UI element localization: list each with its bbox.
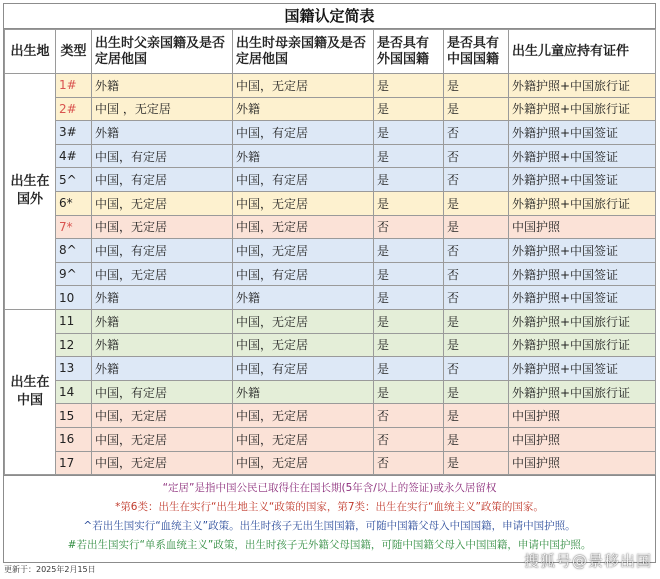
cell-foreign: 是 [374,97,444,121]
cell-mother: 中国，有定居 [233,168,374,192]
cell-type: 14 [56,380,92,404]
table-row [5,451,656,475]
cell-document: 外籍护照+中国签证 [509,121,656,145]
cell-father: 中国，无定居 [92,191,233,215]
cell-foreign: 否 [374,215,444,239]
cell-chinese: 是 [444,191,509,215]
header-chinese: 是否具有中国国籍 [444,30,509,74]
table-row [5,286,656,310]
group-china: 出生在中国 [5,309,56,474]
cell-foreign: 是 [374,239,444,263]
header-place: 出生地 [5,30,56,74]
cell-document: 外籍护照+中国签证 [509,144,656,168]
cell-type: 16 [56,427,92,451]
cell-document: 外籍护照+中国签证 [509,168,656,192]
cell-father: 中国，有定居 [92,239,233,263]
cell-chinese: 是 [444,74,509,98]
table-row [5,333,656,357]
watermark: 搜狐号@景移出国 [523,552,652,570]
cell-mother: 中国，有定居 [233,121,374,145]
table-row [5,380,656,404]
cell-chinese: 否 [444,262,509,286]
cell-father: 中国 ，无定居 [92,97,233,121]
cell-foreign: 是 [374,191,444,215]
cell-document: 外籍护照+中国旅行证 [509,309,656,333]
cell-document: 外籍护照+中国签证 [509,262,656,286]
cell-chinese: 否 [444,121,509,145]
cell-document: 中国护照 [509,451,656,475]
cell-father: 中国，无定居 [92,427,233,451]
cell-father: 外籍 [92,74,233,98]
cell-foreign: 否 [374,451,444,475]
cell-document: 中国护照 [509,404,656,428]
cell-document: 中国护照 [509,427,656,451]
cell-type: 17 [56,451,92,475]
table-row [5,168,656,192]
cell-father: 中国，无定居 [92,451,233,475]
cell-type: 2# [56,97,92,121]
header-foreign: 是否具有外国国籍 [374,30,444,74]
cell-mother: 中国，无定居 [233,74,374,98]
cell-type: 3# [56,121,92,145]
note-hash: #若出生国实行“单系血统主义”政策，出生时孩子无外籍父母国籍，可随中国籍父母入中国国籍，申请中国护照。 [67,539,592,552]
cell-chinese: 否 [444,239,509,263]
cell-document: 外籍护照+中国旅行证 [509,380,656,404]
cell-foreign: 是 [374,74,444,98]
header-row [5,30,656,74]
cell-foreign: 是 [374,357,444,381]
cell-chinese: 是 [444,404,509,428]
cell-foreign: 是 [374,144,444,168]
cell-foreign: 是 [374,333,444,357]
cell-type: 11 [56,309,92,333]
cell-type: 4# [56,144,92,168]
cell-type: 10 [56,286,92,310]
cell-father: 外籍 [92,357,233,381]
header-mother: 出生时母亲国籍及是否定居他国 [233,30,374,74]
cell-chinese: 否 [444,144,509,168]
cell-chinese: 是 [444,380,509,404]
cell-document: 外籍护照+中国旅行证 [509,191,656,215]
table-row [5,215,656,239]
cell-chinese: 是 [444,309,509,333]
note-caret: ^若出生国实行“血统主义”政策。出生时孩子无出生国国籍，可随中国籍父母入中国国籍，申请中国护照。 [83,520,576,533]
cell-document: 中国护照 [509,215,656,239]
cell-mother: 中国，无定居 [233,404,374,428]
cell-father: 中国，有定居 [92,168,233,192]
cell-chinese: 否 [444,357,509,381]
cell-type: 9^ [56,262,92,286]
cell-mother: 外籍 [233,144,374,168]
header-document: 出生儿童应持有证件 [509,30,656,74]
table-row [5,357,656,381]
cell-mother: 中国，无定居 [233,451,374,475]
cell-type: 7* [56,215,92,239]
cell-father: 外籍 [92,309,233,333]
cell-mother: 中国，无定居 [233,309,374,333]
cell-chinese: 是 [444,451,509,475]
table-row [5,144,656,168]
cell-father: 中国，有定居 [92,380,233,404]
cell-mother: 中国，有定居 [233,357,374,381]
cell-father: 中国，无定居 [92,215,233,239]
note-definition: “定居”是指中国公民已取得住在国长期(5年含/以上的签证)或永久居留权 [162,482,497,495]
cell-chinese: 否 [444,168,509,192]
nationality-table-sheet [3,3,656,563]
cell-mother: 中国，无定居 [233,427,374,451]
cell-chinese: 是 [444,215,509,239]
cell-father: 中国，有定居 [92,144,233,168]
cell-foreign: 否 [374,404,444,428]
footnotes [4,475,655,555]
cell-document: 外籍护照+中国签证 [509,286,656,310]
cell-type: 12 [56,333,92,357]
cell-father: 中国，无定居 [92,262,233,286]
cell-mother: 外籍 [233,380,374,404]
table-row [5,427,656,451]
cell-mother: 中国，无定居 [233,191,374,215]
cell-mother: 中国，无定居 [233,239,374,263]
table-row [5,74,656,98]
cell-father: 外籍 [92,333,233,357]
table-title: 国籍认定简表 [4,4,655,29]
header-type: 类型 [56,30,92,74]
cell-foreign: 是 [374,309,444,333]
cell-foreign: 是 [374,286,444,310]
nationality-table [4,29,656,475]
cell-father: 外籍 [92,121,233,145]
cell-chinese: 是 [444,97,509,121]
cell-chinese: 是 [444,333,509,357]
table-row [5,191,656,215]
updated-date: 更新于：2025年2月15日 [4,565,96,574]
cell-document: 外籍护照+中国旅行证 [509,333,656,357]
cell-type: 1# [56,74,92,98]
cell-foreign: 是 [374,168,444,192]
cell-mother: 中国，无定居 [233,333,374,357]
table-row [5,404,656,428]
cell-chinese: 是 [444,427,509,451]
cell-foreign: 是 [374,262,444,286]
table-row [5,239,656,263]
header-father: 出生时父亲国籍及是否定居他国 [92,30,233,74]
cell-chinese: 否 [444,286,509,310]
cell-mother: 外籍 [233,286,374,310]
cell-document: 外籍护照+中国旅行证 [509,74,656,98]
cell-document: 外籍护照+中国签证 [509,239,656,263]
table-row [5,97,656,121]
cell-type: 15 [56,404,92,428]
cell-mother: 中国，无定居 [233,215,374,239]
cell-father: 中国，无定居 [92,404,233,428]
cell-document: 外籍护照+中国旅行证 [509,97,656,121]
cell-type: 6* [56,191,92,215]
note-type-6-7: *第6类：出生在实行“出生地主义“政策的国家，第7类：出生在实行“血统主义”政策的国家。 [115,501,544,514]
cell-foreign: 否 [374,427,444,451]
cell-type: 5^ [56,168,92,192]
table-row [5,121,656,145]
cell-type: 8^ [56,239,92,263]
table-row [5,262,656,286]
cell-type: 13 [56,357,92,381]
cell-document: 外籍护照+中国签证 [509,357,656,381]
cell-mother: 中国，有定居 [233,262,374,286]
cell-foreign: 是 [374,380,444,404]
table-row [5,309,656,333]
cell-father: 外籍 [92,286,233,310]
cell-foreign: 是 [374,121,444,145]
cell-mother: 外籍 [233,97,374,121]
group-abroad: 出生在国外 [5,74,56,310]
